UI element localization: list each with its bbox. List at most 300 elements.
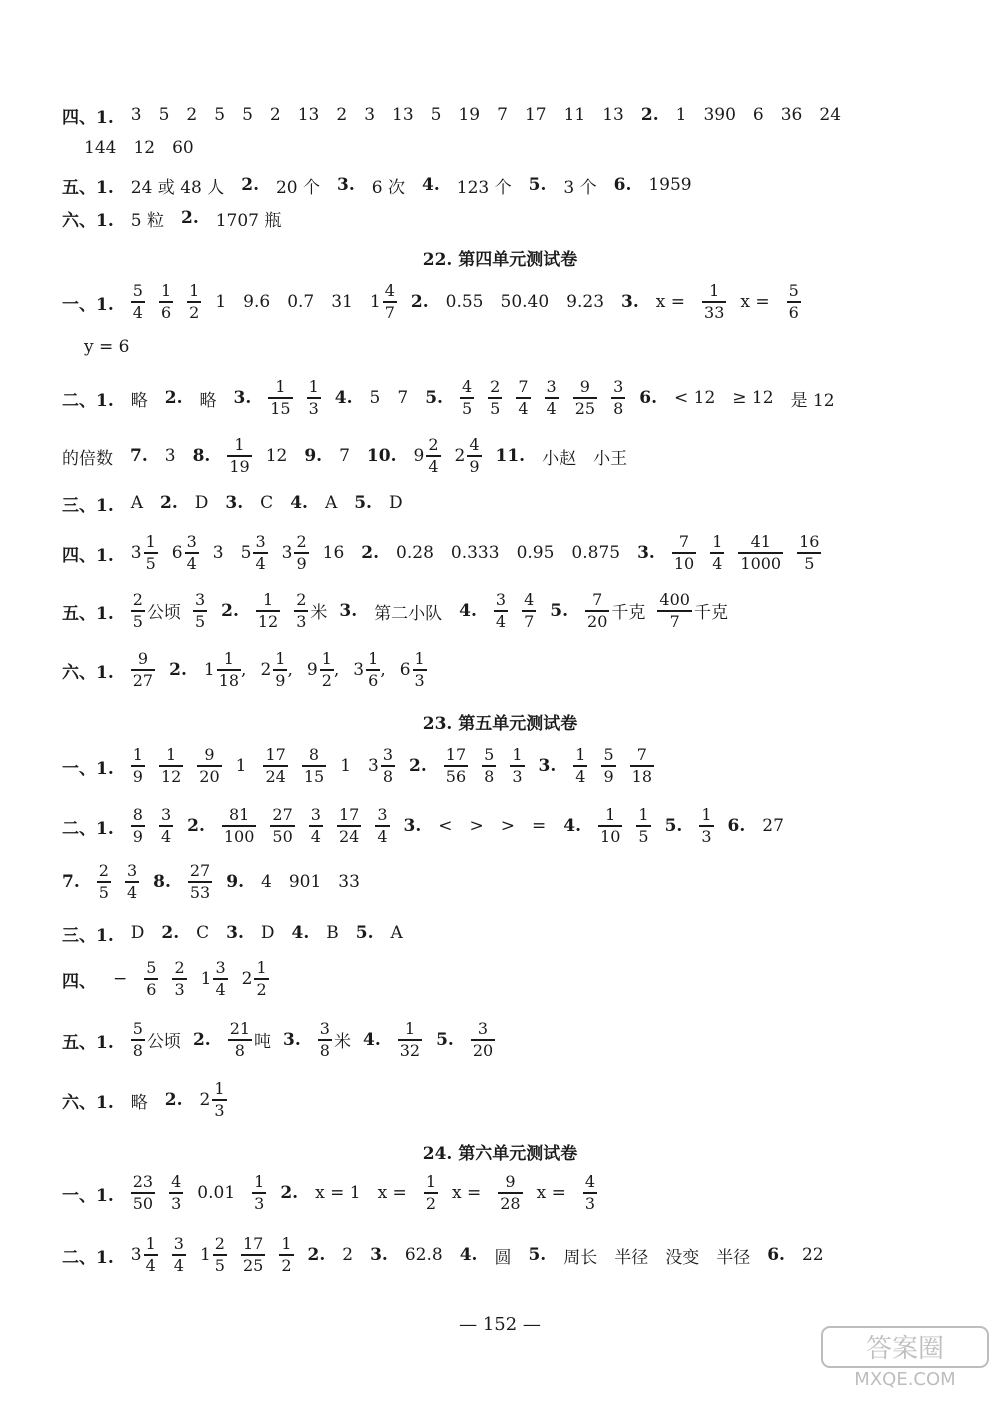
answer-line	[62, 804, 940, 848]
answer-value: 5	[430, 105, 442, 125]
fraction	[381, 745, 395, 786]
answer-value: 16	[322, 543, 345, 563]
answer-value: y = 6	[84, 337, 130, 357]
unit: 公顷	[146, 603, 181, 624]
answer-value: 4	[260, 872, 272, 892]
separator: ,	[333, 659, 340, 680]
question-number: 3.	[337, 175, 355, 195]
question-number: 5.	[355, 923, 374, 943]
question-number: 3.	[370, 1245, 388, 1265]
answer-value: 7	[339, 446, 350, 466]
question-number: 11.	[495, 446, 526, 466]
answer-value: 3	[364, 105, 376, 125]
question-number: 9.	[226, 872, 244, 892]
numerator: 400	[659, 590, 690, 610]
fraction	[702, 281, 726, 322]
answer-value: x =	[655, 292, 686, 312]
numerator: 4	[384, 281, 395, 301]
question-number: 4.	[459, 1245, 478, 1265]
denominator: 6	[368, 670, 379, 690]
answer-value: 略	[130, 390, 148, 411]
fraction	[131, 1019, 145, 1060]
answer-value: 24	[819, 105, 842, 125]
answer-value: 2	[342, 1245, 354, 1265]
question-number: 四、1.	[62, 107, 114, 128]
numerator: 5	[603, 745, 614, 765]
numerator: 1	[275, 649, 286, 669]
fraction-with-unit	[131, 1019, 181, 1060]
question-number: 3.	[538, 756, 557, 776]
numerator: 3	[160, 805, 172, 825]
denominator: 4	[255, 553, 266, 573]
fraction	[699, 805, 713, 846]
answer-value: 0.875	[571, 543, 621, 563]
numerator: 1	[256, 958, 267, 978]
fraction	[125, 861, 139, 902]
numerator: 3	[319, 1019, 330, 1039]
answer-value: <	[438, 816, 453, 836]
fraction	[494, 590, 508, 631]
question-number: 6.	[639, 388, 657, 408]
fraction	[131, 649, 155, 690]
separator: ,	[241, 659, 247, 680]
answer-line	[62, 911, 940, 955]
denominator: 4	[126, 882, 138, 902]
whole-part: 6	[399, 659, 411, 680]
denominator: 32	[399, 1040, 421, 1060]
fraction	[787, 281, 801, 322]
fraction	[672, 532, 696, 573]
fraction	[241, 1234, 265, 1275]
mixed-number	[370, 281, 397, 322]
answer-value: x =	[377, 1183, 407, 1203]
question-number: 一、1.	[62, 294, 114, 315]
numerator: 21	[229, 1019, 251, 1039]
answer-value: 1	[675, 105, 687, 125]
denominator: 3	[414, 670, 425, 690]
question-number: 5.	[550, 601, 569, 621]
denominator: 33	[704, 302, 725, 322]
answer-value: A	[324, 493, 338, 513]
fraction	[510, 745, 524, 786]
answer-value: x =	[740, 292, 770, 312]
question-number: 四、1.	[62, 545, 114, 566]
answer-value: 半径	[614, 1247, 649, 1268]
answer-value: 2	[336, 105, 348, 125]
question-number: 三、1.	[62, 495, 114, 516]
fraction	[307, 377, 321, 418]
answer-value: ≥ 12	[732, 388, 774, 408]
mixed-number	[455, 435, 482, 476]
answer-value: 33	[338, 872, 360, 892]
question-number: 4.	[334, 388, 353, 408]
fraction	[398, 1019, 422, 1060]
fraction	[253, 532, 267, 573]
question-number: 6.	[767, 1245, 785, 1265]
whole-part: 2	[241, 968, 253, 989]
denominator: 12	[160, 766, 182, 786]
answer-value: =	[532, 816, 547, 836]
answer-value: C	[260, 493, 274, 513]
answer-value: D	[194, 493, 209, 513]
fraction	[738, 532, 783, 573]
question-number: 2.	[307, 1245, 326, 1265]
question-number: 2.	[410, 292, 429, 312]
question-number: 2.	[161, 923, 180, 943]
numerator: 1	[638, 805, 649, 825]
fraction	[337, 805, 361, 846]
whole-part: 3	[130, 1244, 142, 1265]
denominator: 4	[173, 1255, 184, 1275]
numerator: 1	[254, 1172, 265, 1192]
fraction	[467, 435, 481, 476]
answer-value: 小赵	[542, 448, 577, 469]
question-number: 5.	[664, 816, 683, 836]
answer-value: B	[326, 923, 339, 943]
numerator: 9	[137, 649, 149, 669]
numerator: 1	[414, 649, 425, 669]
answer-value: 0.01	[197, 1183, 236, 1203]
numerator: 1	[145, 1234, 156, 1254]
denominator: 6	[146, 979, 157, 999]
fraction	[270, 805, 294, 846]
denominator: 20	[472, 1040, 494, 1060]
denominator: 8	[484, 766, 495, 786]
fraction	[144, 532, 158, 573]
denominator: 4	[145, 1255, 156, 1275]
denominator: 5	[214, 1255, 225, 1275]
mixed-number	[172, 532, 199, 573]
question-number: 二、1.	[62, 818, 114, 839]
denominator: 8	[234, 1040, 245, 1060]
fraction	[383, 281, 397, 322]
numerator: 2	[296, 532, 307, 552]
denominator: 19	[229, 456, 250, 476]
fraction	[213, 1234, 227, 1275]
answer-value: 3	[164, 446, 176, 466]
separator: ,	[287, 659, 293, 680]
answer-value: 12	[133, 138, 156, 158]
answer-line	[62, 589, 940, 633]
fraction	[263, 745, 287, 786]
numerator: 1	[605, 805, 616, 825]
numerator: 1	[166, 745, 177, 765]
numerator: 7	[678, 532, 690, 552]
answer-value: 144	[84, 138, 117, 158]
question-number: 3.	[621, 292, 639, 312]
whole-part: 3	[368, 755, 379, 776]
denominator: 7	[524, 611, 535, 631]
numerator: 1	[425, 1172, 436, 1192]
denominator: 5	[638, 826, 649, 846]
numerator: 3	[546, 377, 557, 397]
denominator: 4	[518, 398, 529, 418]
numerator: 7	[518, 377, 529, 397]
denominator: 10	[673, 553, 695, 573]
denominator: 9	[296, 553, 307, 573]
fraction	[573, 377, 597, 418]
whole-part: 5	[240, 542, 252, 563]
denominator: 10	[600, 826, 621, 846]
fraction	[256, 590, 280, 631]
numerator: 5	[132, 281, 143, 301]
mixed-number	[200, 1079, 227, 1120]
numerator: 16	[799, 532, 820, 552]
answer-value: 24 或 48 人	[130, 177, 225, 198]
answer-line	[62, 1018, 940, 1062]
question-number: 10.	[366, 446, 397, 466]
numerator: 4	[524, 590, 535, 610]
whole-part: 6	[171, 542, 183, 563]
numerator: 4	[171, 1172, 182, 1192]
question-number: 8.	[153, 872, 171, 892]
fraction	[636, 805, 650, 846]
numerator: 7	[636, 745, 647, 765]
answer-value: 901	[288, 872, 322, 892]
denominator: 3	[701, 826, 712, 846]
question-number: 5.	[436, 1030, 454, 1050]
answer-value: >	[500, 816, 516, 836]
whole-part: 1	[203, 659, 215, 680]
answer-value: 1	[340, 756, 352, 776]
fraction	[375, 805, 389, 846]
mixed-number	[307, 649, 339, 690]
numerator: 5	[788, 281, 799, 301]
denominator: 50	[132, 1193, 154, 1213]
numerator: 3	[194, 590, 206, 610]
question-number: 2.	[169, 660, 187, 680]
denominator: 18	[631, 766, 653, 786]
denominator: 2	[281, 1255, 292, 1275]
numerator: 1	[145, 532, 156, 552]
denominator: 7	[669, 611, 680, 631]
answer-value: A	[390, 923, 403, 943]
numerator: 1	[262, 590, 274, 610]
answer-value: 略	[130, 1092, 148, 1113]
question-number: 4.	[290, 493, 308, 513]
answer-value: 27	[762, 816, 784, 836]
answer-value: 13	[392, 105, 414, 125]
denominator: 5	[804, 553, 815, 573]
numerator: 1	[132, 745, 143, 765]
fraction	[131, 1172, 155, 1213]
numerator: 1	[223, 649, 234, 669]
answer-value: 1707 瓶	[215, 210, 282, 231]
fraction	[516, 377, 530, 418]
denominator: 8	[613, 398, 624, 418]
numerator: 17	[242, 1234, 264, 1254]
denominator: 20	[199, 766, 220, 786]
denominator: 24	[338, 826, 360, 846]
numerator: 17	[338, 805, 360, 825]
answer-value: 22	[801, 1245, 824, 1265]
denominator: 4	[310, 826, 321, 846]
answer-value: 5 粒	[130, 210, 164, 231]
answer-value: 13	[602, 105, 624, 125]
question-number: 3.	[226, 923, 244, 943]
question-number: 一、1.	[62, 1185, 114, 1206]
mixed-number	[242, 958, 269, 999]
answer-value: 3	[130, 105, 142, 125]
fraction	[573, 745, 587, 786]
denominator: 25	[574, 398, 596, 418]
watermark-text-url: MXQE.COM	[854, 1369, 956, 1390]
denominator: 20	[587, 611, 608, 631]
denominator: 4	[160, 826, 172, 846]
answer-line	[84, 325, 940, 369]
answer-value: 2	[186, 105, 198, 125]
denominator: 4	[575, 766, 586, 786]
denominator: 50	[272, 826, 293, 846]
answer-value: 的倍数	[62, 448, 113, 469]
fraction	[482, 745, 496, 786]
answer-value: 是 12	[790, 390, 835, 411]
denominator: 3	[296, 611, 307, 631]
answer-value: 62.8	[404, 1245, 443, 1265]
numerator: 3	[477, 1019, 489, 1039]
question-number: 6.	[727, 816, 746, 836]
numerator: 1	[308, 377, 319, 397]
answer-line	[62, 481, 940, 525]
separator: ,	[380, 659, 386, 680]
question-number: 2.	[640, 105, 659, 125]
numerator: 2	[98, 861, 109, 881]
numerator: 1	[189, 281, 200, 301]
answer-line	[62, 860, 940, 904]
numerator: 4	[469, 435, 480, 455]
fraction	[488, 377, 502, 418]
numerator: 3	[186, 532, 197, 552]
question-number: 3.	[225, 493, 244, 513]
question-number: 5.	[528, 1245, 547, 1265]
answer-value: 5	[158, 105, 170, 125]
numerator: 1	[512, 745, 523, 765]
answer-value: 圆	[494, 1247, 512, 1268]
denominator: 100	[223, 826, 255, 846]
numerator: 3	[377, 805, 388, 825]
fraction	[598, 805, 622, 846]
numerator: 81	[228, 805, 250, 825]
answer-value: 0.95	[516, 543, 555, 563]
fraction	[522, 590, 536, 631]
whole-part: 3	[130, 542, 142, 563]
answer-value: 13	[297, 105, 320, 125]
fraction	[131, 590, 145, 631]
question-number: 2.	[160, 493, 178, 513]
whole-part: 9	[413, 445, 425, 466]
question-number: 7.	[130, 446, 148, 466]
answer-value: 123 个	[456, 177, 512, 198]
answer-value: 第二小队	[374, 603, 443, 624]
mixed-number	[282, 532, 309, 573]
numerator: 1	[214, 1079, 225, 1099]
question-number: 3.	[233, 388, 252, 408]
watermark-text-cn: 答案圈	[865, 1334, 945, 1364]
denominator: 1000	[740, 553, 782, 573]
denominator: 4	[712, 553, 723, 573]
answer-value: 2	[269, 105, 281, 125]
denominator: 2	[256, 979, 267, 999]
answer-value: x =	[452, 1183, 482, 1203]
denominator: 28	[500, 1193, 521, 1213]
fraction	[268, 377, 292, 418]
denominator: 8	[132, 1040, 143, 1060]
answer-value: 36	[780, 105, 803, 125]
numerator: 3	[255, 532, 266, 552]
answer-line	[62, 376, 940, 420]
denominator: 2	[321, 670, 332, 690]
fraction	[213, 958, 227, 999]
question-number: 2.	[164, 388, 183, 408]
answer-value: 31	[331, 292, 353, 312]
answer-value: 没变	[665, 1247, 700, 1268]
fraction	[188, 861, 212, 902]
fraction-with-unit	[294, 590, 327, 631]
fraction	[273, 649, 287, 690]
whole-part: 3	[353, 659, 365, 680]
question-number: 六、1.	[62, 1092, 114, 1113]
fraction	[131, 805, 145, 846]
numerator: 27	[272, 805, 293, 825]
whole-part: 2	[454, 445, 466, 466]
unit: 吨	[254, 1032, 272, 1053]
mixed-number	[400, 649, 427, 690]
fraction	[197, 745, 221, 786]
question-number: 2.	[409, 756, 427, 776]
denominator: 53	[189, 882, 211, 902]
answer-line	[62, 648, 940, 692]
question-number: 8.	[192, 446, 211, 466]
denominator: 2	[189, 302, 200, 322]
answer-value: 1	[235, 756, 247, 776]
answer-value: 1959	[648, 175, 692, 195]
fraction	[424, 1172, 438, 1213]
fraction	[797, 532, 821, 573]
denominator: 9	[469, 456, 480, 476]
denominator: 8	[382, 766, 394, 786]
denominator: 3	[512, 766, 523, 786]
numerator: 27	[189, 861, 211, 881]
question-number: 3.	[403, 816, 422, 836]
denominator: 24	[265, 766, 286, 786]
answer-value: 9.6	[243, 292, 271, 312]
whole-part: 1	[200, 968, 212, 989]
fraction	[366, 649, 380, 690]
denominator: 9	[132, 766, 143, 786]
mixed-number	[353, 649, 385, 690]
denominator: 9	[603, 766, 614, 786]
question-number: 2.	[180, 208, 199, 228]
question-number: 2.	[187, 816, 205, 836]
fraction	[212, 1079, 226, 1120]
question-number: 5.	[425, 388, 443, 408]
question-number: 五、1.	[62, 177, 114, 198]
unit: 千克	[693, 603, 728, 624]
numerator: 2	[296, 590, 307, 610]
fraction-with-unit	[657, 590, 728, 631]
denominator: 4	[215, 979, 226, 999]
numerator: 7	[592, 590, 603, 610]
numerator: 3	[382, 745, 394, 765]
fraction	[172, 958, 186, 999]
fraction	[498, 1172, 522, 1213]
unit: 米	[310, 603, 328, 624]
answer-value: 390	[703, 105, 736, 125]
question-number: 5.	[528, 175, 547, 195]
numerator: 3	[215, 958, 226, 978]
fraction	[217, 649, 241, 690]
mixed-number	[200, 1234, 227, 1275]
